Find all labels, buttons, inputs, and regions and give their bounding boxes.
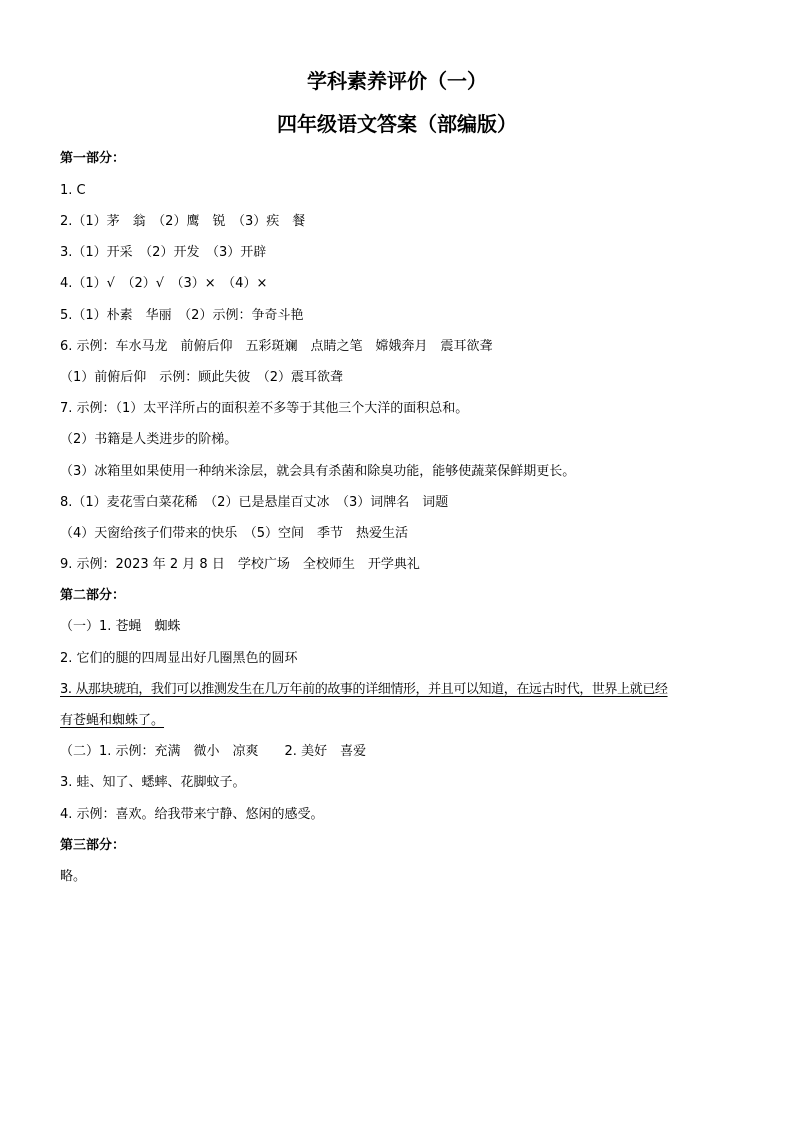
answer-line: 4.（1）√ （2）√ （3）× （4）×	[60, 276, 268, 291]
answer-line: 2. 它们的腿的四周显出好几圈黑色的圆环	[60, 651, 298, 666]
answer-line: 3.（1）开采 （2）开发 （3）开辟	[60, 245, 267, 260]
answer-line: （4）天窗给孩子们带来的快乐 （5）空间 季节 热爱生活	[60, 526, 409, 541]
answer-line: 4. 示例：喜欢。给我带来宁静、悠闲的感受。	[60, 807, 324, 822]
page-title: 学科素养评价（一）	[307, 69, 487, 93]
part1-heading: 第一部分：	[60, 151, 126, 166]
answer-line: （3）冰箱里如果使用一种纳米涂层，就会具有杀菌和除臭功能，能够使蔬菜保鲜期更长。	[60, 464, 576, 479]
answer-line: 2.（1）茅 翁 （2）鹰 锐 （3）疾 餐	[60, 214, 306, 229]
part3-heading: 第三部分：	[60, 838, 126, 853]
page-subtitle: 四年级语文答案（部编版）	[277, 112, 517, 136]
answer-line: 5.（1）朴素 华丽 （2）示例：争奇斗艳	[60, 308, 304, 323]
answer-line: （二）1. 示例：充满 微小 凉爽 2. 美好 喜爱	[60, 744, 367, 759]
underlined-answer-line: 3. 从那块琥珀，我们可以推测发生在几万年前的故事的详细情形，并且可以知道，在远古时代，世界上就已经	[60, 682, 668, 697]
answer-line: 略。	[60, 869, 87, 884]
answer-line: 3. 蛙、知了、蟋蟀、花脚蚊子。	[60, 775, 246, 790]
answer-line: 7. 示例：（1）太平洋所占的面积差不多等于其他三个大洋的面积总和。	[60, 401, 469, 416]
answer-line: （2）书籍是人类进步的阶梯。	[60, 432, 238, 447]
answer-line: 9. 示例：2023 年 2 月 8 日 学校广场 全校师生 开学典礼	[60, 557, 420, 572]
underlined-answer-line: 有苍蝇和蜘蛛了。	[60, 713, 165, 728]
answer-line: （1）前俯后仰 示例：顾此失彼 （2）震耳欲聋	[60, 370, 344, 385]
answer-line: 6. 示例：车水马龙 前俯后仰 五彩斑斓 点睛之笔 嫦娥奔月 震耳欲聋	[60, 339, 493, 354]
part2-heading: 第二部分：	[60, 588, 126, 603]
answer-line: （一）1. 苍蝇 蜘蛛	[60, 619, 181, 634]
answer-line: 1. C	[60, 183, 86, 198]
answer-line: 8.（1）麦花雪白菜花稀 （2）已是悬崖百丈冰 （3）词牌名 词题	[60, 495, 449, 510]
